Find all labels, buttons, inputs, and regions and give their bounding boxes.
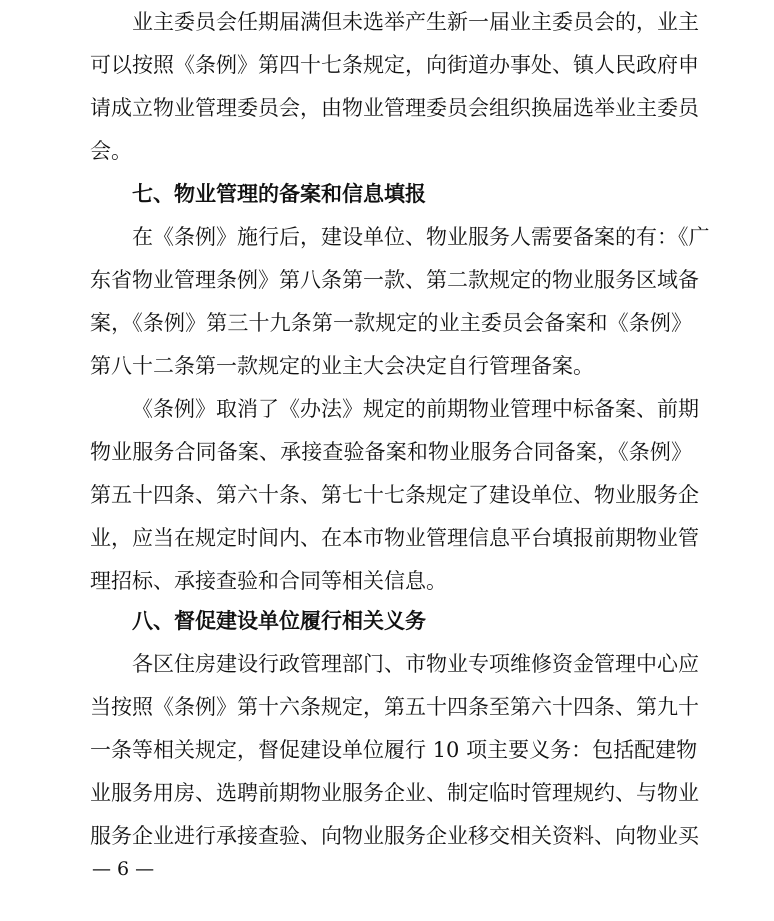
paragraph-line: 请成立物业管理委员会，由物业管理委员会组织换届选举业主委员	[90, 96, 699, 120]
paragraph-line: 一条等相关规定，督促建设单位履行 10 项主要义务：包括配建物	[90, 738, 698, 762]
paragraph-line: 业主委员会任期届满但未选举产生新一届业主委员会的，业主	[132, 10, 699, 34]
paragraph-line: 理招标、承接查验和合同等相关信息。	[90, 569, 447, 593]
paragraph-line: 可以按照《条例》第四十七条规定，向街道办事处、镇人民政府申	[90, 53, 699, 77]
paragraph-line: 东省物业管理条例》第八条第一款、第二款规定的物业服务区域备	[90, 268, 699, 292]
paragraph-line: 服务企业进行承接查验、向物业服务企业移交相关资料、向物业买	[90, 824, 699, 848]
paragraph-line: 会。	[90, 139, 132, 163]
section-heading: 八、督促建设单位履行相关义务	[132, 609, 426, 633]
paragraph-line: 《条例》取消了《办法》规定的前期物业管理中标备案、前期	[132, 397, 699, 421]
paragraph-line: 第八十二条第一款规定的业主大会决定自行管理备案。	[90, 354, 594, 378]
paragraph-line: 当按照《条例》第十六条规定，第五十四条至第六十四条、第九十	[90, 695, 699, 719]
paragraph-line: 在《条例》施行后，建设单位、物业服务人需要备案的有：《广	[132, 225, 710, 249]
paragraph-line: 案，《条例》第三十九条第一款规定的业主委员会备案和《条例》	[90, 311, 692, 335]
section-heading: 七、物业管理的备案和信息填报	[132, 182, 426, 206]
paragraph-line: 物业服务合同备案、承接查验备案和物业服务合同备案，《条例》	[90, 440, 692, 464]
paragraph-line: 业，应当在规定时间内、在本市物业管理信息平台填报前期物业管	[90, 526, 699, 550]
page-number: — 6 —	[92, 858, 155, 880]
paragraph-line: 各区住房建设行政管理部门、市物业专项维修资金管理中心应	[132, 652, 699, 676]
paragraph-line: 业服务用房、选聘前期物业服务企业、制定临时管理规约、与物业	[90, 781, 699, 805]
paragraph-line: 第五十四条、第六十条、第七十七条规定了建设单位、物业服务企	[90, 483, 699, 507]
